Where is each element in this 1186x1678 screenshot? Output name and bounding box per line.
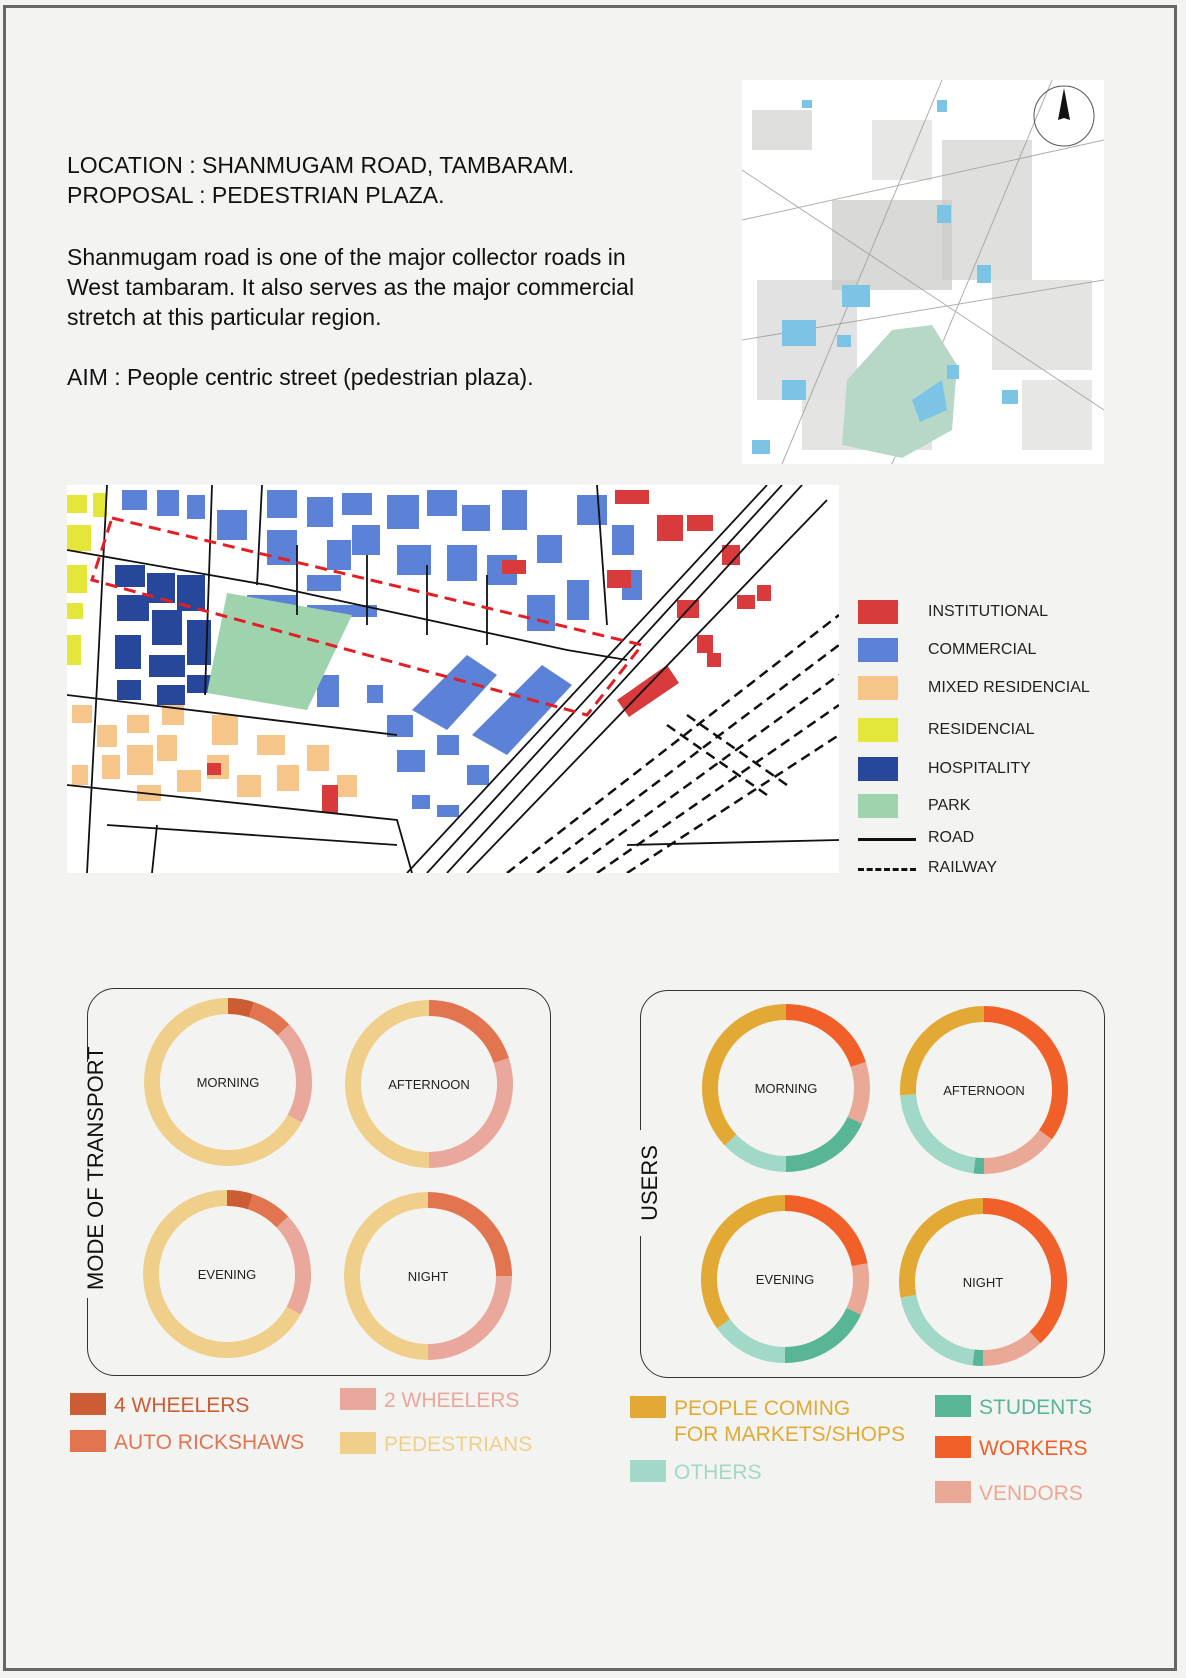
legend-label: WORKERS [979,1437,1088,1460]
donut-segment-4-wheelers [227,1198,250,1202]
donut-segment-others [908,1296,973,1357]
donut-segment-people-coming-for-markets-shops [709,1203,785,1324]
donut-segment-vendors [983,1337,1035,1358]
legend-swatch [70,1430,106,1452]
legend-swatch [935,1481,971,1503]
description-line-1: Shanmugam road is one of the major collector roads in [67,244,626,270]
proposal-line: PROPOSAL : PEDESTRIAN PLAZA. [67,182,445,208]
legend-label: PEDESTRIANS [384,1433,533,1456]
legend-swatch [935,1436,971,1458]
donut-segment-4-wheelers [228,1006,251,1010]
legend-label: PARK [928,797,971,814]
donut-center-label: EVENING [755,1272,815,1287]
donut-segment-others [724,1324,785,1355]
legend-label: RAILWAY [928,859,998,876]
legend-label: 4 WHEELERS [114,1394,250,1417]
legend-swatch [630,1396,666,1418]
donut-segment-2-wheelers [428,1276,504,1352]
donut-segment-vendors [984,1135,1045,1166]
aim-line: AIM : People centric street (pedestrian plaza). [67,364,534,390]
legend-label-line-2: FOR MARKETS/SHOPS [674,1423,906,1446]
donut-center-label: AFTERNOON [388,1077,470,1092]
legend-label: VENDORS [979,1482,1083,1505]
donut-segment-students [786,1120,855,1164]
legend-swatch [70,1393,106,1415]
description-line-3: stretch at this particular region. [67,304,382,330]
donut-segment-2-wheelers [283,1030,304,1119]
legend-label: HOSPITALITY [928,760,1031,777]
donut-center-label: NIGHT [407,1269,449,1284]
mode-of-transport-title: MODE OF TRANSPORT [83,1062,109,1298]
legend-label: INSTITUTIONAL [928,603,1049,620]
donut-segment-2-wheelers [429,1061,505,1160]
legend-label: COMMERCIAL [928,641,1037,658]
donut-segment-vendors [854,1265,861,1312]
donut-segment-workers [983,1206,1059,1337]
donut-segment-workers [785,1203,860,1265]
donut-segment-auto-rickshaws [251,1010,283,1030]
donut-center-label: MORNING [196,1075,260,1090]
donut-center-label: MORNING [754,1081,818,1096]
donut-segment-others [908,1095,974,1166]
donut-segment-auto-rickshaws [428,1200,504,1276]
donut-segment-students [974,1165,984,1166]
donut-segment-workers [786,1012,858,1065]
donut-segment-auto-rickshaws [429,1008,501,1061]
donut-segment-others [731,1140,786,1164]
legend-label: RESIDENCIAL [928,721,1035,738]
donut-segment-vendors [855,1065,862,1121]
legend-label: ROAD [928,829,975,846]
donut-center-label: EVENING [197,1267,257,1282]
legend-swatch [340,1432,376,1454]
legend-swatch [630,1460,666,1482]
legend-label: PEOPLE COMING [674,1397,851,1420]
legend-label: 2 WHEELERS [384,1389,520,1412]
legend-label: MIXED RESIDENCIAL [928,679,1090,696]
donut-segment-people-coming-for-markets-shops [710,1012,786,1140]
users-title: USERS [637,1130,663,1236]
donut-center-label: AFTERNOON [943,1083,1025,1098]
donut-segment-students [973,1357,983,1358]
donut-segment-2-wheelers [282,1222,303,1311]
donut-segment-auto-rickshaws [250,1202,282,1222]
donut-segment-students [785,1311,854,1355]
legend-label: STUDENTS [979,1396,1093,1419]
donut-segment-workers [984,1014,1060,1135]
legend-swatch [340,1388,376,1410]
legend-swatch [935,1395,971,1417]
location-line: LOCATION : SHANMUGAM ROAD, TAMBARAM. [67,152,575,178]
legend-label: AUTO RICKSHAWS [114,1431,305,1454]
legend-label: OTHERS [674,1461,762,1484]
description-line-2: West tambaram. It also serves as the major commercial [67,274,635,300]
donut-center-label: NIGHT [962,1275,1004,1290]
